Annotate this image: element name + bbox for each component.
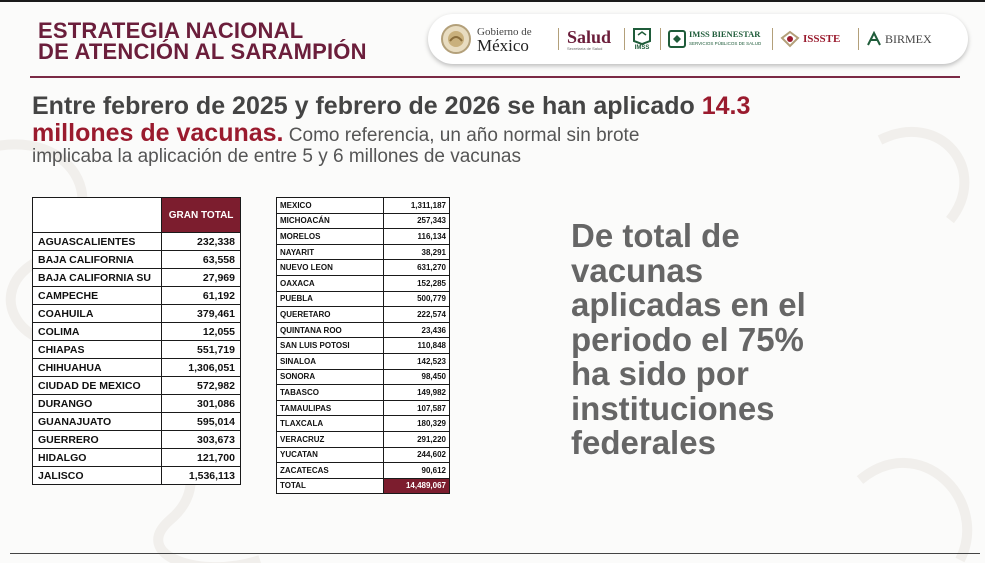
side-text-line: instituciones xyxy=(571,389,775,427)
headline-highlight-number: 14.3 xyxy=(701,92,751,120)
vaccine-count-cell: 222,574 xyxy=(384,307,450,323)
state-name-cell: CAMPECHE xyxy=(33,287,162,305)
vaccine-count-cell: 500,779 xyxy=(384,291,450,307)
table-row xyxy=(277,322,450,338)
headline-part2: Como referencia, un año normal sin brote xyxy=(283,125,640,146)
logo-issste xyxy=(780,14,840,64)
vaccine-count-cell: 23,436 xyxy=(384,322,450,338)
state-name-cell: TABASCO xyxy=(277,385,384,401)
state-name-cell: MORELOS xyxy=(277,229,384,245)
table-row xyxy=(33,233,241,251)
logo-separator xyxy=(558,28,559,50)
vaccine-count-cell: 121,700 xyxy=(162,449,241,467)
headline-part3: implicaba la aplicación de entre 5 y 6 millones de vacunas xyxy=(32,146,521,167)
state-name-cell: SONORA xyxy=(277,369,384,385)
side-text-line: federales xyxy=(571,424,716,461)
state-name-cell: CHIAPAS xyxy=(33,341,162,359)
state-name-cell: BAJA CALIFORNIA xyxy=(33,251,162,269)
table-row xyxy=(277,447,450,463)
total-value-cell: 14,489,067 xyxy=(384,478,450,494)
vaccine-count-cell: 303,673 xyxy=(162,431,241,449)
state-name-cell: SAN LUIS POTOSI xyxy=(277,338,384,354)
table-total-row xyxy=(277,478,450,494)
state-name-cell: COLIMA xyxy=(33,323,162,341)
vaccine-count-cell: 12,055 xyxy=(162,323,241,341)
vaccine-count-cell: 257,343 xyxy=(384,213,450,229)
logo-salud xyxy=(567,14,611,64)
table-row xyxy=(33,305,241,323)
side-statement xyxy=(571,219,871,461)
table-row xyxy=(277,338,450,354)
vaccine-count-cell: 116,134 xyxy=(384,229,450,245)
table-row xyxy=(277,291,450,307)
table-row xyxy=(277,463,450,479)
table-row xyxy=(33,359,241,377)
state-name-cell: CHIHUAHUA xyxy=(33,359,162,377)
logo-separator xyxy=(624,28,625,50)
state-name-cell: JALISCO xyxy=(33,467,162,485)
state-name-cell: MEXICO xyxy=(277,198,384,214)
table-row xyxy=(277,213,450,229)
table-row xyxy=(277,260,450,276)
table-row xyxy=(33,287,241,305)
imss-bienestar-text: IMSS BIENESTAR xyxy=(689,29,761,39)
gobierno-top-text: Gobierno de xyxy=(477,26,532,38)
state-name-cell: YUCATAN xyxy=(277,447,384,463)
logo-imss xyxy=(632,14,652,64)
table-left xyxy=(32,197,241,485)
issste-icon xyxy=(780,30,800,48)
vaccine-count-cell: 595,014 xyxy=(162,413,241,431)
table-row xyxy=(33,323,241,341)
table-row xyxy=(277,307,450,323)
side-text-line: De total de xyxy=(571,217,740,254)
vaccine-count-cell: 1,536,113 xyxy=(162,467,241,485)
vaccine-count-cell: 152,285 xyxy=(384,275,450,291)
table-row xyxy=(277,385,450,401)
header-title-line1: ESTRATEGIA NACIONAL xyxy=(38,18,304,43)
logo-imss-bienestar xyxy=(668,14,761,64)
logo-gobierno-mexico xyxy=(440,14,532,64)
vaccine-count-cell: 291,220 xyxy=(384,431,450,447)
side-text-line: aplicadas en el xyxy=(571,286,806,323)
state-name-cell: QUERETARO xyxy=(277,307,384,323)
vaccine-count-cell: 180,329 xyxy=(384,416,450,432)
table-row xyxy=(33,467,241,485)
logo-birmex xyxy=(866,14,932,64)
header-title xyxy=(38,20,367,62)
table-row xyxy=(277,400,450,416)
table-row xyxy=(33,377,241,395)
state-name-cell: MICHOACÁN xyxy=(277,213,384,229)
table-row xyxy=(277,431,450,447)
table-header-blank xyxy=(33,198,162,233)
vaccine-count-cell: 232,338 xyxy=(162,233,241,251)
vaccine-count-cell: 1,306,051 xyxy=(162,359,241,377)
state-name-cell: SINALOA xyxy=(277,353,384,369)
table-row xyxy=(277,369,450,385)
table-row xyxy=(33,413,241,431)
logo-separator xyxy=(772,28,773,50)
salud-sub-text: Secretaría de Salud xyxy=(567,45,603,51)
vaccine-count-cell: 149,982 xyxy=(384,385,450,401)
state-name-cell: NUEVO LEON xyxy=(277,260,384,276)
headline xyxy=(32,93,862,166)
vaccine-count-cell: 90,612 xyxy=(384,463,450,479)
imss-bienestar-sub-text: SERVICIOS PÚBLICOS DE SALUD xyxy=(689,41,762,46)
state-name-cell: TAMAULIPAS xyxy=(277,400,384,416)
side-text-line: ha sido por xyxy=(571,355,749,392)
table-row xyxy=(277,198,450,214)
table-row xyxy=(277,244,450,260)
table-header-gran-total: GRAN TOTAL xyxy=(162,198,241,233)
logo-separator xyxy=(660,28,661,50)
vaccine-count-cell: 379,461 xyxy=(162,305,241,323)
state-name-cell: GUERRERO xyxy=(33,431,162,449)
vaccine-count-cell: 107,587 xyxy=(384,400,450,416)
side-text-line: vacunas xyxy=(571,251,704,289)
state-name-cell: HIDALGO xyxy=(33,449,162,467)
table-row xyxy=(33,341,241,359)
vaccine-count-cell: 63,558 xyxy=(162,251,241,269)
vaccine-count-cell: 98,450 xyxy=(384,369,450,385)
table-row xyxy=(33,431,241,449)
imss-bienestar-icon xyxy=(668,30,686,48)
logo-separator xyxy=(858,28,859,50)
salud-text: Salud xyxy=(567,26,612,47)
gobierno-escudo-icon xyxy=(440,23,472,55)
issste-text: ISSSTE xyxy=(803,33,841,45)
table-right xyxy=(276,197,450,494)
state-name-cell: QUINTANA ROO xyxy=(277,322,384,338)
vaccine-count-cell: 38,291 xyxy=(384,244,450,260)
table-row xyxy=(277,416,450,432)
table-row xyxy=(277,353,450,369)
state-name-cell: CIUDAD DE MEXICO xyxy=(33,377,162,395)
state-name-cell: GUANAJUATO xyxy=(33,413,162,431)
vaccine-count-cell: 301,086 xyxy=(162,395,241,413)
imss-text: IMSS xyxy=(634,45,650,51)
state-name-cell: COAHUILA xyxy=(33,305,162,323)
table-row xyxy=(33,395,241,413)
state-name-cell: NAYARIT xyxy=(277,244,384,260)
table-header-row xyxy=(33,198,241,233)
state-name-cell: DURANGO xyxy=(33,395,162,413)
state-name-cell: BAJA CALIFORNIA SU xyxy=(33,269,162,287)
table-row xyxy=(277,229,450,245)
imss-icon xyxy=(632,27,652,45)
birmex-text: BIRMEX xyxy=(885,31,932,46)
vaccine-count-cell: 110,848 xyxy=(384,338,450,354)
header-title-line2: DE ATENCIÓN AL SARAMPIÓN xyxy=(38,39,367,64)
headline-highlight-text: millones de vacunas. xyxy=(32,119,284,147)
total-label-cell: TOTAL xyxy=(277,478,384,494)
state-name-cell: OAXACA xyxy=(277,275,384,291)
state-name-cell: AGUASCALIENTES xyxy=(33,233,162,251)
side-text-line: periodo el 75% xyxy=(571,320,804,358)
vaccine-count-cell: 572,982 xyxy=(162,377,241,395)
table-row xyxy=(33,269,241,287)
state-name-cell: TLAXCALA xyxy=(277,416,384,432)
logo-bar xyxy=(428,14,968,64)
vaccine-count-cell: 61,192 xyxy=(162,287,241,305)
state-name-cell: PUEBLA xyxy=(277,291,384,307)
vaccine-count-cell: 551,719 xyxy=(162,341,241,359)
vaccine-count-cell: 142,523 xyxy=(384,353,450,369)
table-row xyxy=(277,275,450,291)
header-divider xyxy=(30,76,960,78)
vaccine-count-cell: 244,602 xyxy=(384,447,450,463)
state-name-cell: VERACRUZ xyxy=(277,431,384,447)
birmex-icon xyxy=(866,31,882,47)
vaccine-count-cell: 631,270 xyxy=(384,260,450,276)
state-name-cell: ZACATECAS xyxy=(277,463,384,479)
vaccine-count-cell: 27,969 xyxy=(162,269,241,287)
table-row xyxy=(33,449,241,467)
table-row xyxy=(33,251,241,269)
vaccine-count-cell: 1,311,187 xyxy=(384,198,450,214)
bottom-divider xyxy=(10,553,980,554)
headline-part1: Entre febrero de 2025 y febrero de 2026 se han aplicado xyxy=(32,92,702,120)
gobierno-main-text: México xyxy=(477,36,529,55)
